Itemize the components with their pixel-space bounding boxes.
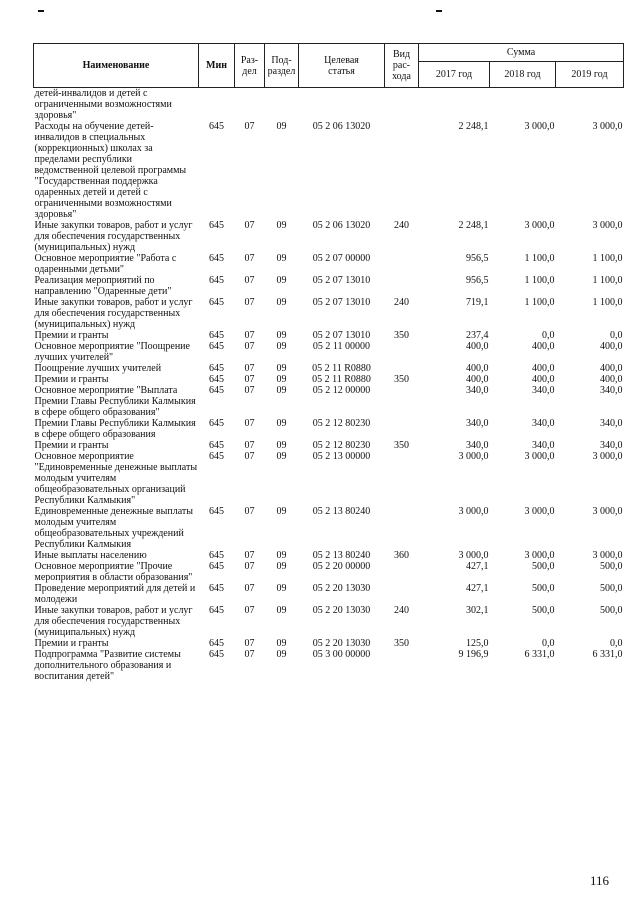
header-target: Целевая статья <box>299 44 385 88</box>
row-min: 645 <box>209 638 224 649</box>
row-name: Иные выплаты населению <box>34 550 147 561</box>
table-row <box>34 561 624 583</box>
row-min: 645 <box>209 583 224 594</box>
row-podrazdel: 09 <box>276 605 287 616</box>
row-sum-2018: 340,0 <box>532 385 555 396</box>
row-sum-2017: 125,0 <box>466 638 489 649</box>
row-target: 05 2 20 13030 <box>312 638 371 649</box>
row-vid <box>385 363 419 374</box>
row-target: 05 2 11 R0880 <box>312 374 371 385</box>
row-name: Основное мероприятие "Выплата Премии Главы Республики Калмыкия в сфере общего образования" <box>34 385 196 418</box>
header-dash-left <box>38 10 44 12</box>
row-target: 05 2 07 13010 <box>312 297 371 308</box>
row-podrazdel: 09 <box>276 451 287 462</box>
row-sum-2019: 340,0 <box>600 385 623 396</box>
row-sum-2018: 3 000,0 <box>524 451 555 462</box>
row-podrazdel: 09 <box>276 385 287 396</box>
row-sum-2019: 3 000,0 <box>592 550 623 561</box>
row-vid: 240 <box>394 605 409 616</box>
header-2018: 2018 год <box>490 62 556 88</box>
row-sum-2018: 3 000,0 <box>524 550 555 561</box>
row-vid <box>385 275 419 297</box>
row-vid <box>385 561 419 583</box>
header-2019: 2019 год <box>556 62 624 88</box>
table-row <box>34 121 624 220</box>
row-sum-2017: 427,1 <box>466 583 489 594</box>
row-razdel: 07 <box>244 297 255 308</box>
row-vid <box>385 253 419 275</box>
row-sum-2018: 400,0 <box>532 341 555 352</box>
row-name: Премии и гранты <box>34 638 109 649</box>
row-sum-2019: 3 000,0 <box>592 121 623 132</box>
row-razdel: 07 <box>244 418 255 429</box>
row-vid: 240 <box>394 220 409 231</box>
row-name: Иные закупки товаров, работ и услуг для обеспечения государственных (муниципальных) нужд <box>34 220 193 253</box>
budget-table <box>33 43 624 682</box>
header-vid: Вид рас- хода <box>385 44 419 88</box>
row-target: 05 2 13 00000 <box>312 451 371 462</box>
row-target: 05 2 12 00000 <box>312 385 371 396</box>
row-target: 05 2 20 13030 <box>312 605 371 616</box>
row-target: 05 2 06 13020 <box>312 220 371 231</box>
table-row <box>34 220 624 253</box>
row-vid: 240 <box>394 297 409 308</box>
row-target: 05 2 20 00000 <box>312 561 371 572</box>
row-name: Основное мероприятие "Прочие мероприятия в области образования" <box>34 561 193 583</box>
table-row <box>34 440 624 451</box>
row-sum-2018: 400,0 <box>532 363 555 374</box>
table-row <box>34 374 624 385</box>
row-target: 05 2 07 13010 <box>312 330 371 341</box>
row-name: Основное мероприятие "Поощрение лучших учителей" <box>34 341 190 363</box>
table-row <box>34 330 624 341</box>
row-podrazdel: 09 <box>276 418 287 429</box>
row-name: Поощрение лучших учителей <box>34 363 162 374</box>
row-razdel: 07 <box>244 363 255 374</box>
table-row <box>34 550 624 561</box>
row-name: Основное мероприятие "Работа с одаренными детьми" <box>34 253 177 275</box>
row-vid: 350 <box>394 440 409 451</box>
row-name: Единовременные денежные выплаты молодым учителям общеобразовательных учреждений Республики Калмыкия <box>34 506 193 550</box>
row-sum-2018: 6 331,0 <box>524 649 555 660</box>
row-target: 05 3 00 00000 <box>312 649 371 660</box>
row-sum-2019: 1 100,0 <box>592 275 623 286</box>
row-sum-2017: 956,5 <box>466 275 489 286</box>
row-min: 645 <box>209 561 224 572</box>
row-sum-2019: 400,0 <box>600 374 623 385</box>
row-min: 645 <box>209 275 224 286</box>
row-sum-2019: 3 000,0 <box>592 220 623 231</box>
row-target: 05 2 11 R0880 <box>312 363 371 374</box>
page-number: 116 <box>590 873 610 888</box>
header-2017: 2017 год <box>419 62 490 88</box>
row-sum-2019: 400,0 <box>600 363 623 374</box>
row-podrazdel: 09 <box>276 297 287 308</box>
row-min: 645 <box>209 121 224 132</box>
row-min: 645 <box>209 440 224 451</box>
row-min: 645 <box>209 253 224 264</box>
header-name: Наименование <box>34 44 199 88</box>
row-sum-2017: 2 248,1 <box>458 121 489 132</box>
row-vid <box>385 418 419 440</box>
table-row <box>34 297 624 330</box>
row-razdel: 07 <box>244 341 255 352</box>
table-row <box>34 341 624 363</box>
row-razdel: 07 <box>244 121 255 132</box>
table-row <box>34 506 624 550</box>
row-podrazdel: 09 <box>276 440 287 451</box>
row-razdel: 07 <box>244 649 255 660</box>
row-sum-2018: 1 100,0 <box>524 275 555 286</box>
row-target: 05 2 07 13010 <box>312 275 371 286</box>
row-name: Основное мероприятие "Единовременные денежные выплаты молодым учителям общеобразовательных организаций Республики Калмыкия" <box>34 451 198 506</box>
row-min: 645 <box>209 374 224 385</box>
row-sum-2017: 9 196,9 <box>458 649 489 660</box>
row-sum-2017: 237,4 <box>466 330 489 341</box>
row-podrazdel: 09 <box>276 583 287 594</box>
row-min: 645 <box>209 550 224 561</box>
row-podrazdel: 09 <box>276 638 287 649</box>
row-sum-2018: 400,0 <box>532 374 555 385</box>
row-min <box>199 88 235 122</box>
row-vid <box>385 649 419 682</box>
row-min: 645 <box>209 330 224 341</box>
row-sum-2018: 500,0 <box>532 561 555 572</box>
table-row <box>34 363 624 374</box>
row-target: 05 2 12 80230 <box>312 440 371 451</box>
row-podrazdel: 09 <box>276 121 287 132</box>
row-podrazdel: 09 <box>276 374 287 385</box>
row-vid <box>385 385 419 418</box>
row-target: 05 2 13 80240 <box>312 506 371 517</box>
row-min: 645 <box>209 506 224 517</box>
row-name: Иные закупки товаров, работ и услуг для обеспечения государственных (муниципальных) нужд <box>34 297 193 330</box>
row-sum-2019 <box>556 88 624 122</box>
row-podrazdel: 09 <box>276 649 287 660</box>
table-row <box>34 605 624 638</box>
row-podrazdel: 09 <box>276 220 287 231</box>
row-vid <box>385 121 419 220</box>
row-sum-2018: 340,0 <box>532 418 555 429</box>
row-razdel: 07 <box>244 561 255 572</box>
table-row <box>34 88 624 122</box>
row-razdel: 07 <box>244 440 255 451</box>
row-target <box>299 88 385 122</box>
row-vid: 360 <box>394 550 409 561</box>
table-row <box>34 275 624 297</box>
row-sum-2017: 2 248,1 <box>458 220 489 231</box>
row-sum-2019: 340,0 <box>600 418 623 429</box>
row-podrazdel: 09 <box>276 253 287 264</box>
row-name: Подпрограмма "Развитие системы дополнительного образования и воспитания детей" <box>34 649 181 682</box>
row-sum-2019: 3 000,0 <box>592 506 623 517</box>
row-sum-2018: 3 000,0 <box>524 506 555 517</box>
row-sum-2017: 340,0 <box>466 440 489 451</box>
row-target: 05 2 13 80240 <box>312 550 371 561</box>
row-target: 05 2 20 13030 <box>312 583 371 594</box>
row-sum-2018: 3 000,0 <box>524 121 555 132</box>
header-sum: Сумма <box>419 44 624 62</box>
table-row <box>34 638 624 649</box>
row-razdel: 07 <box>244 583 255 594</box>
row-sum-2019: 0,0 <box>610 330 623 341</box>
row-min: 645 <box>209 363 224 374</box>
row-target: 05 2 07 00000 <box>312 253 371 264</box>
row-razdel: 07 <box>244 374 255 385</box>
row-podrazdel: 09 <box>276 341 287 352</box>
row-sum-2017 <box>419 88 490 122</box>
row-podrazdel: 09 <box>276 275 287 286</box>
row-sum-2017: 3 000,0 <box>458 550 489 561</box>
row-name: Премии Главы Республики Калмыкия в сфере общего образования <box>34 418 196 440</box>
row-razdel: 07 <box>244 451 255 462</box>
row-vid: 350 <box>394 330 409 341</box>
table-row <box>34 253 624 275</box>
row-sum-2018: 500,0 <box>532 583 555 594</box>
row-target: 05 2 11 00000 <box>312 341 371 352</box>
row-podrazdel: 09 <box>276 561 287 572</box>
row-sum-2018: 1 100,0 <box>524 297 555 308</box>
row-sum-2019: 340,0 <box>600 440 623 451</box>
row-vid: 350 <box>394 638 409 649</box>
row-razdel: 07 <box>244 330 255 341</box>
row-sum-2019: 1 100,0 <box>592 297 623 308</box>
row-min: 645 <box>209 297 224 308</box>
row-name: Иные закупки товаров, работ и услуг для обеспечения государственных (муниципальных) нужд <box>34 605 193 638</box>
row-vid: 350 <box>394 374 409 385</box>
row-sum-2017: 400,0 <box>466 363 489 374</box>
row-min: 645 <box>209 418 224 429</box>
row-sum-2017: 400,0 <box>466 374 489 385</box>
row-min: 645 <box>209 220 224 231</box>
row-podrazdel <box>265 88 299 122</box>
row-razdel: 07 <box>244 506 255 517</box>
row-sum-2018 <box>490 88 556 122</box>
row-sum-2017: 3 000,0 <box>458 451 489 462</box>
table-row <box>34 649 624 682</box>
row-vid <box>385 583 419 605</box>
row-sum-2018: 500,0 <box>532 605 555 616</box>
row-razdel: 07 <box>244 253 255 264</box>
row-sum-2018: 1 100,0 <box>524 253 555 264</box>
row-razdel: 07 <box>244 275 255 286</box>
row-sum-2017: 3 000,0 <box>458 506 489 517</box>
row-razdel: 07 <box>244 550 255 561</box>
row-sum-2017: 956,5 <box>466 253 489 264</box>
row-vid <box>385 506 419 550</box>
row-sum-2019: 0,0 <box>610 638 623 649</box>
table-row <box>34 418 624 440</box>
row-vid <box>385 88 419 122</box>
header-dash-right <box>436 10 442 12</box>
row-sum-2017: 427,1 <box>466 561 489 572</box>
table-row <box>34 451 624 506</box>
row-target: 05 2 06 13020 <box>312 121 371 132</box>
row-podrazdel: 09 <box>276 506 287 517</box>
row-sum-2019: 1 100,0 <box>592 253 623 264</box>
row-sum-2017: 400,0 <box>466 341 489 352</box>
table-body <box>34 88 624 683</box>
row-vid <box>385 341 419 363</box>
row-min: 645 <box>209 451 224 462</box>
header-min: Мин <box>199 44 235 88</box>
row-name: Премии и гранты <box>34 330 109 341</box>
row-vid <box>385 451 419 506</box>
header-podrazdel: Под- раздел <box>265 44 299 88</box>
row-razdel: 07 <box>244 385 255 396</box>
row-min: 645 <box>209 341 224 352</box>
row-sum-2019: 500,0 <box>600 583 623 594</box>
row-podrazdel: 09 <box>276 363 287 374</box>
row-min: 645 <box>209 649 224 660</box>
row-sum-2019: 500,0 <box>600 561 623 572</box>
row-razdel <box>235 88 265 122</box>
row-razdel: 07 <box>244 605 255 616</box>
row-sum-2019: 500,0 <box>600 605 623 616</box>
row-sum-2018: 3 000,0 <box>524 220 555 231</box>
row-name: Премии и гранты <box>34 374 109 385</box>
table-row <box>34 385 624 418</box>
header-razdel: Раз- дел <box>235 44 265 88</box>
row-name: детей-инвалидов и детей с ограниченными возможностями здоровья" <box>34 88 172 121</box>
row-sum-2018: 340,0 <box>532 440 555 451</box>
row-sum-2017: 340,0 <box>466 385 489 396</box>
row-sum-2017: 719,1 <box>466 297 489 308</box>
row-name: Реализация мероприятий по направлению "Одаренные дети" <box>34 275 172 297</box>
row-min: 645 <box>209 385 224 396</box>
row-sum-2018: 0,0 <box>542 638 555 649</box>
row-podrazdel: 09 <box>276 330 287 341</box>
row-sum-2019: 3 000,0 <box>592 451 623 462</box>
table-row <box>34 583 624 605</box>
row-razdel: 07 <box>244 220 255 231</box>
row-sum-2019: 6 331,0 <box>592 649 623 660</box>
row-sum-2017: 340,0 <box>466 418 489 429</box>
row-sum-2017: 302,1 <box>466 605 489 616</box>
row-name: Проведение мероприятий для детей и молодежи <box>34 583 196 605</box>
row-name: Премии и гранты <box>34 440 109 451</box>
row-name: Расходы на обучение детей-инвалидов в специальных (коррекционных) школах за пределами республики ведомственной целевой программы "Государственная поддержка одаренных детей и детей с ограниченными возможностями здоровья" <box>34 121 187 220</box>
row-podrazdel: 09 <box>276 550 287 561</box>
row-sum-2019: 400,0 <box>600 341 623 352</box>
row-min: 645 <box>209 605 224 616</box>
row-razdel: 07 <box>244 638 255 649</box>
row-target: 05 2 12 80230 <box>312 418 371 429</box>
row-sum-2018: 0,0 <box>542 330 555 341</box>
